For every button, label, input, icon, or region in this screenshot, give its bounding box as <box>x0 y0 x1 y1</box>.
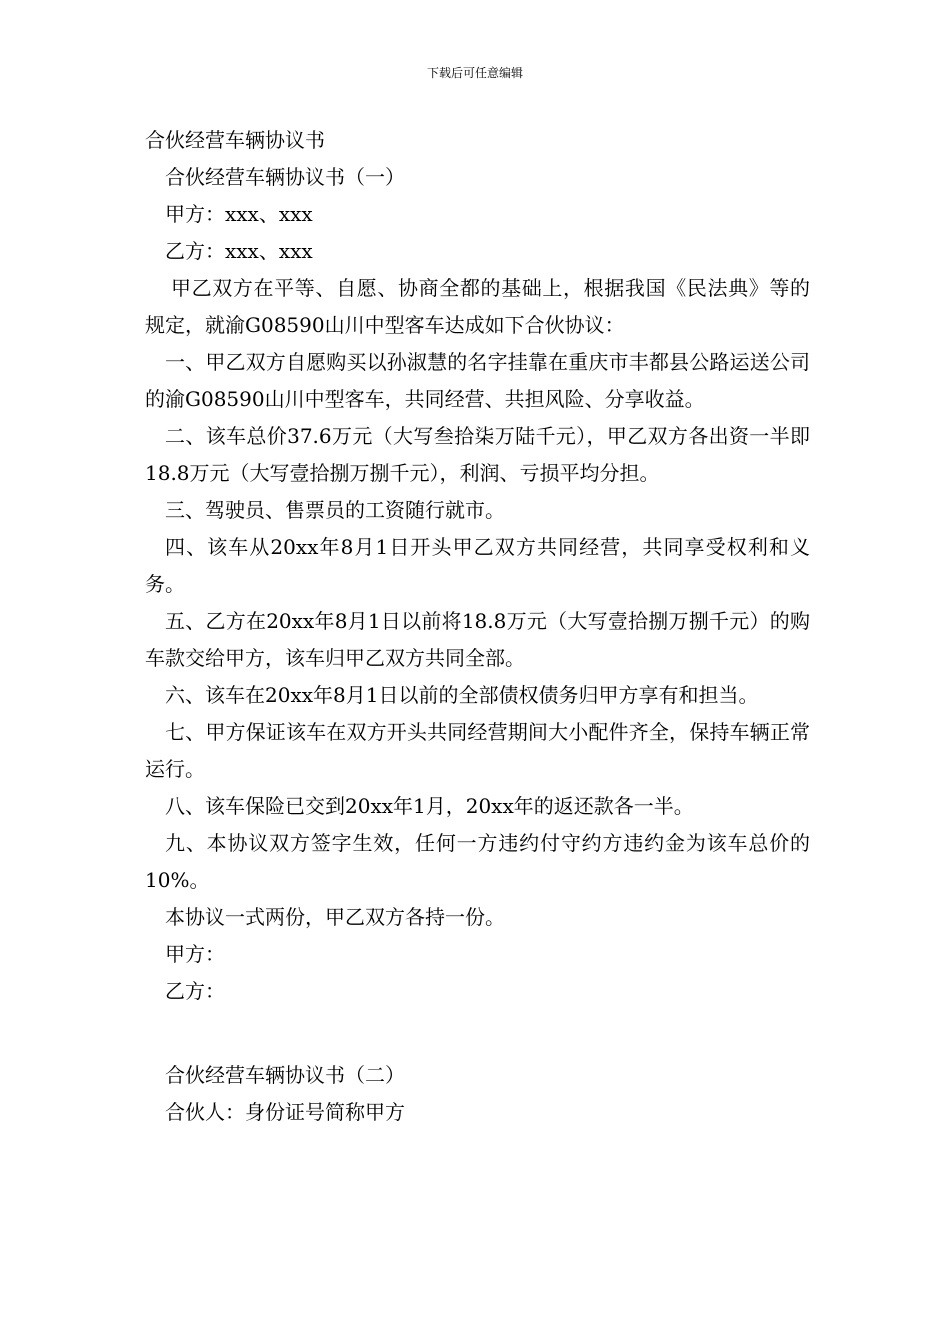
page-header: 下载后可任意编辑 <box>426 66 523 80</box>
clause-4: 四、该车从20xx年8月1日开头甲乙双方共同经营，共同享受权利和义务。 <box>145 535 810 596</box>
section-gap <box>145 1010 810 1057</box>
doc-title: 合伙经营车辆协议书 <box>145 128 325 152</box>
document-body <box>145 122 810 1131</box>
clause-7: 七、甲方保证该车在双方开头共同经营期间大小配件齐全，保持车辆正常运行。 <box>145 720 810 781</box>
clause-9: 九、本协议双方签字生效，任何一方违约付守约方违约金为该车总价的10%。 <box>145 831 810 892</box>
section-title-1: 合伙经营车辆协议书（一） <box>165 165 405 189</box>
clause-6: 六、该车在20xx年8月1日以前的全部债权债务归甲方享有和担当。 <box>165 683 759 707</box>
section-title-2: 合伙经营车辆协议书（二） <box>165 1063 405 1087</box>
clause-3: 三、驾驶员、售票员的工资随行就市。 <box>165 498 505 522</box>
signature-b: 乙方： <box>165 979 225 1003</box>
clause-1: 一、甲乙双方自愿购买以孙淑慧的名字挂靠在重庆市丰都县公路运送公司的渝G08590山川中型客车，共同经营、共担风险、分享收益。 <box>145 350 810 411</box>
clause-5: 五、乙方在20xx年8月1日以前将18.8万元（大写壹拾捌万捌千元）的购车款交给甲方，该车归甲乙双方共同全部。 <box>145 609 810 670</box>
intro-paragraph: 甲乙双方在平等、自愿、协商全都的基础上，根据我国《民法典》等的规定，就渝G08590山川中型客车达成如下合伙协议： <box>145 276 810 337</box>
signature-a: 甲方： <box>165 942 225 966</box>
party-a-line: 甲方：xxx、xxx <box>165 202 313 226</box>
copies-line: 本协议一式两份，甲乙双方各持一份。 <box>165 905 505 929</box>
partner-line: 合伙人：身份证号简称甲方 <box>165 1100 405 1124</box>
clause-8: 八、该车保险已交到20xx年1月，20xx年的返还款各一半。 <box>165 794 694 818</box>
clause-2: 二、该车总价37.6万元（大写叁拾柒万陆千元），甲乙双方各出资一半即18.8万元（大写壹拾捌万捌千元），利润、亏损平均分担。 <box>145 424 810 485</box>
party-b-line: 乙方：xxx、xxx <box>165 239 313 263</box>
